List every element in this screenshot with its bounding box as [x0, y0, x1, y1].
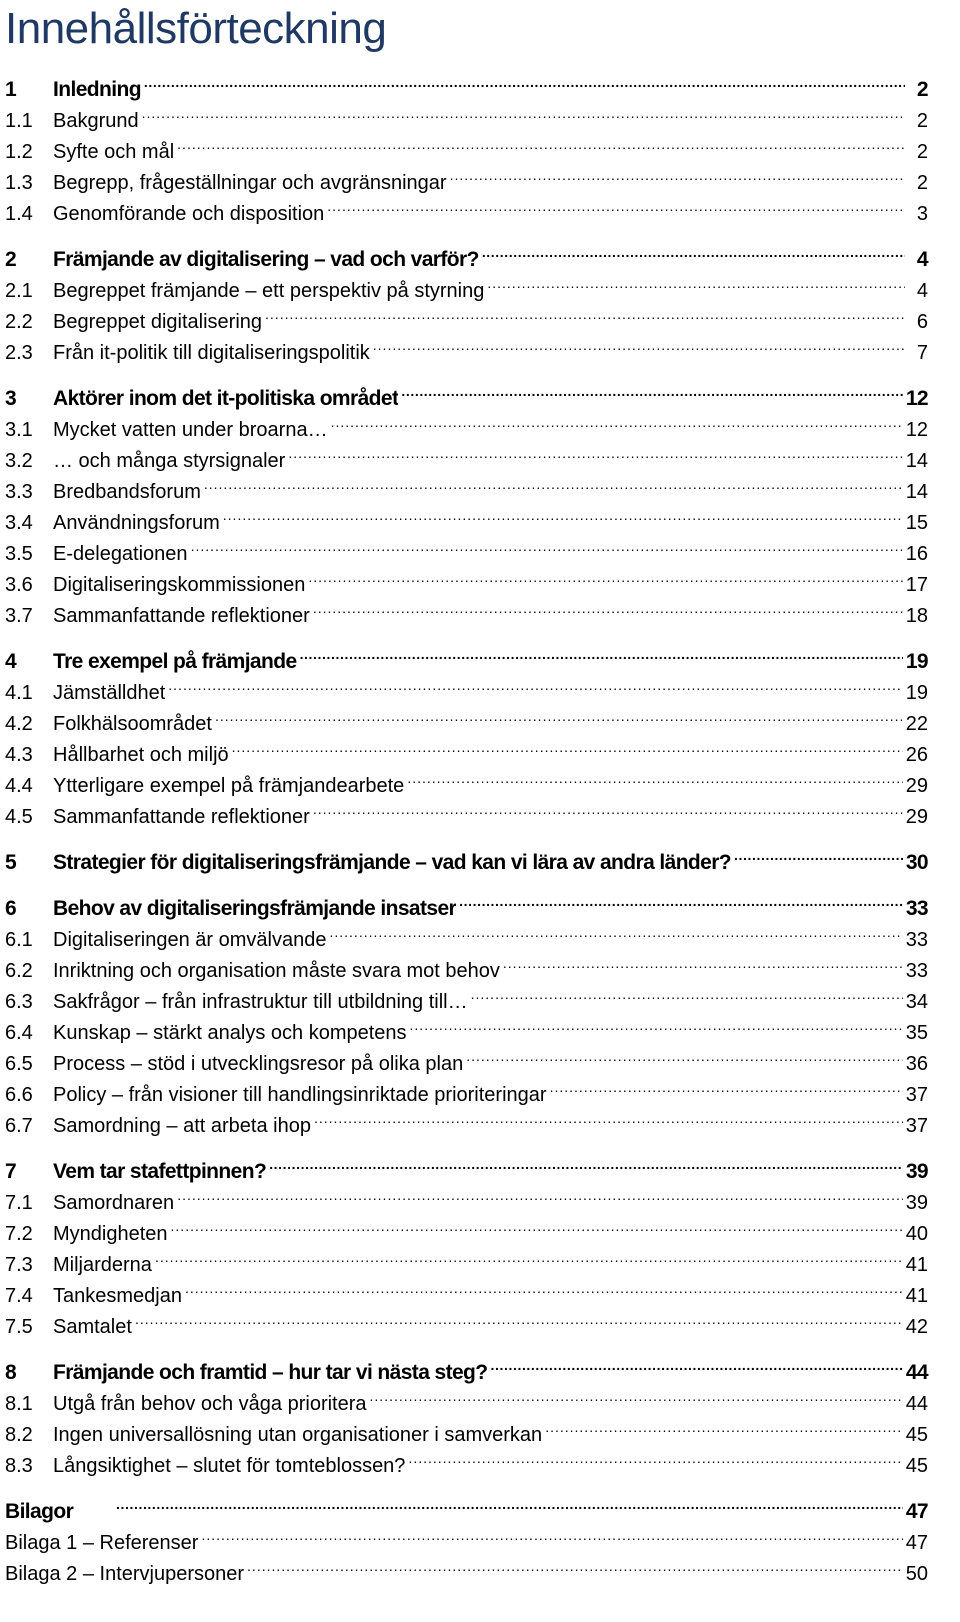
toc-section-entry[interactable]	[5, 276, 928, 307]
toc-entry-number: 5	[5, 851, 17, 874]
toc-section-entry[interactable]	[5, 1281, 928, 1312]
toc-page-number: 26	[905, 744, 928, 766]
toc-page-number: 2	[916, 110, 928, 132]
toc-page-number: 12	[905, 419, 928, 441]
toc-chapter-entry[interactable]	[5, 1496, 928, 1528]
toc-entry-number: 8	[5, 1361, 17, 1384]
toc-section-entry[interactable]	[5, 1049, 928, 1080]
toc-entry-number: 2.1	[5, 280, 33, 302]
toc-section-entry[interactable]	[5, 570, 928, 601]
toc-page-number: 22	[905, 713, 928, 735]
toc-entry-number: 6.1	[5, 929, 33, 951]
toc-page-number: 36	[905, 1053, 928, 1075]
toc-section-entry[interactable]	[5, 1420, 928, 1451]
toc-section-entry[interactable]	[5, 508, 928, 539]
toc-page-number: 45	[905, 1424, 928, 1446]
toc-section-entry[interactable]	[5, 1018, 928, 1049]
toc-dot-leader	[401, 384, 902, 405]
toc-dot-leader	[408, 1452, 902, 1472]
toc-entry-label: Begreppet främjande – ett perspektiv på styrning	[53, 280, 485, 302]
toc-entry-label: Bilagor	[5, 1500, 74, 1523]
toc-entry-label: Hållbarhet och miljö	[53, 744, 229, 766]
toc-entry-number: 7.1	[5, 1192, 33, 1214]
toc-entry-label: Främjande av digitalisering – vad och varför?	[53, 248, 479, 271]
toc-entry-label: Begrepp, frågeställningar och avgränsningar	[53, 172, 447, 194]
toc-page-number: 42	[905, 1316, 928, 1338]
toc-page-number: 35	[905, 1022, 928, 1044]
toc-entry-label: Vem tar stafettpinnen?	[53, 1160, 267, 1183]
toc-chapter-entry[interactable]	[5, 893, 928, 925]
toc-dot-leader	[450, 169, 905, 189]
toc-page-number: 2	[916, 78, 928, 101]
toc-dot-leader	[491, 1358, 903, 1379]
toc-dot-leader	[171, 1220, 903, 1240]
toc-page-number: 15	[905, 512, 928, 534]
toc-page-number: 44	[905, 1393, 928, 1415]
toc-page-number: 33	[905, 929, 928, 951]
toc-page-number: 33	[905, 960, 928, 982]
toc-entry-label: Samordning – att arbeta ihop	[53, 1115, 311, 1137]
toc-entry-number: 7.4	[5, 1285, 33, 1307]
toc-chapter-entry[interactable]	[5, 383, 928, 415]
toc-entry-label: Ytterligare exempel på främjandearbete	[53, 775, 405, 797]
toc-entry-label: Utgå från behov och våga prioritera	[53, 1393, 367, 1415]
toc-entry-label: Digitaliseringen är omvälvande	[53, 929, 327, 951]
toc-entry-number: 7.5	[5, 1316, 33, 1338]
toc-dot-leader	[168, 679, 902, 699]
toc-chapter-entry[interactable]	[5, 244, 928, 276]
toc-entry-label: Sammanfattande reflektioner	[53, 605, 310, 627]
toc-section-entry[interactable]	[5, 168, 928, 199]
toc-page-number: 7	[916, 342, 928, 364]
toc-dot-leader	[201, 1529, 902, 1549]
toc-page-number: 17	[905, 574, 928, 596]
toc-entry-number: 4.1	[5, 682, 33, 704]
toc-entry-label: Syfte och mål	[53, 141, 175, 163]
toc-entry-label: Kunskap – stärkt analys och kompetens	[53, 1022, 407, 1044]
toc-page-number: 41	[905, 1254, 928, 1276]
toc-section-entry[interactable]	[5, 1111, 928, 1142]
toc-page-number: 29	[905, 806, 928, 828]
toc-entry-label: Digitaliseringskommissionen	[53, 574, 306, 596]
toc-dot-leader	[471, 988, 903, 1008]
toc-dot-leader	[269, 1157, 903, 1178]
toc-page-number: 14	[905, 481, 928, 503]
toc-section-entry[interactable]	[5, 446, 928, 477]
toc-entry-number: 4.4	[5, 775, 33, 797]
toc-page-number: 16	[905, 543, 928, 565]
toc-entry-number: 6.3	[5, 991, 33, 1013]
toc-entry-label: E-delegationen	[53, 543, 188, 565]
toc-section-entry[interactable]	[5, 709, 928, 740]
toc-entry-label: Från it-politik till digitaliseringspolitik	[53, 342, 370, 364]
toc-entry-number: 3.7	[5, 605, 33, 627]
document-page	[5, 0, 928, 1590]
toc-dot-leader	[482, 245, 905, 266]
toc-entry-number: 3.1	[5, 419, 33, 441]
toc-dot-leader	[734, 848, 903, 869]
toc-dot-leader	[466, 1050, 903, 1070]
toc-entry-label: … och många styrsignaler	[53, 450, 286, 472]
toc-page-number: 14	[905, 450, 928, 472]
toc-dot-leader	[247, 1560, 903, 1580]
toc-section-entry[interactable]	[5, 1451, 928, 1482]
toc-chapter-entry[interactable]	[5, 74, 928, 106]
toc-entry-number: 1.2	[5, 141, 33, 163]
toc-entry-number: 8.1	[5, 1393, 33, 1415]
toc-entry-number: 1	[5, 78, 17, 101]
toc-dot-leader	[308, 571, 902, 591]
toc-page-number: 6	[916, 311, 928, 333]
toc-entry-number: 2.3	[5, 342, 33, 364]
toc-chapter-entry[interactable]	[5, 1156, 928, 1188]
toc-page-number: 2	[916, 172, 928, 194]
toc-section-entry[interactable]	[5, 137, 928, 168]
page-title: Innehållsförteckning	[5, 4, 387, 53]
toc-entry-number: 7.3	[5, 1254, 33, 1276]
toc-section-entry[interactable]	[5, 307, 928, 338]
toc-page-number: 37	[905, 1115, 928, 1137]
toc-entry-number: 4.3	[5, 744, 33, 766]
toc-dot-leader	[370, 1390, 903, 1410]
toc-entry-label: Folkhälsoområdet	[53, 713, 212, 735]
toc-section-entry[interactable]	[5, 1528, 928, 1559]
toc-entry-label: Användningsforum	[53, 512, 220, 534]
toc-entry-label: Samtalet	[53, 1316, 132, 1338]
toc-dot-leader	[327, 200, 905, 220]
toc-entry-number: 1.4	[5, 203, 33, 225]
toc-entry-label: Samordnaren	[53, 1192, 175, 1214]
toc-page-number: 2	[916, 141, 928, 163]
toc-entry-label: Sammanfattande reflektioner	[53, 806, 310, 828]
toc-entry-number: 4	[5, 650, 17, 673]
toc-chapter-entry[interactable]	[5, 847, 928, 879]
toc-section-entry[interactable]	[5, 1250, 928, 1281]
toc-chapter-entry[interactable]	[5, 646, 928, 678]
toc-dot-leader	[545, 1421, 903, 1441]
toc-page-number: 19	[905, 650, 928, 673]
toc-dot-leader	[407, 772, 902, 792]
toc-section-entry[interactable]	[5, 802, 928, 833]
toc-page-number: 4	[916, 280, 928, 302]
toc-dot-leader	[155, 1251, 903, 1271]
toc-entry-number: 6	[5, 897, 17, 920]
toc-entry-label: Främjande och framtid – hur tar vi nästa steg?	[53, 1361, 488, 1384]
toc-page-number: 18	[905, 605, 928, 627]
toc-entry-label: Miljarderna	[53, 1254, 152, 1276]
toc-entry-number: 7	[5, 1160, 17, 1183]
toc-section-entry[interactable]	[5, 925, 928, 956]
toc-dot-leader	[503, 957, 903, 977]
toc-section-entry[interactable]	[5, 956, 928, 987]
toc-page-number: 39	[905, 1192, 928, 1214]
toc-entry-number: 3.6	[5, 574, 33, 596]
toc-dot-leader	[191, 540, 903, 560]
toc-section-entry[interactable]	[5, 1219, 928, 1250]
toc-section-entry[interactable]	[5, 338, 928, 369]
toc-dot-leader	[185, 1282, 903, 1302]
toc-page-number: 34	[905, 991, 928, 1013]
toc-section-entry[interactable]	[5, 678, 928, 709]
toc-section-entry[interactable]	[5, 199, 928, 230]
toc-dot-leader	[177, 1189, 903, 1209]
toc-dot-leader	[487, 277, 905, 297]
toc-entry-number: 2.2	[5, 311, 33, 333]
toc-dot-leader	[410, 1019, 903, 1039]
toc-page-number: 29	[905, 775, 928, 797]
toc-dot-leader	[459, 894, 903, 915]
toc-entry-label: Inriktning och organisation måste svara mot behov	[53, 960, 500, 982]
toc-entry-number: 6.6	[5, 1084, 33, 1106]
toc-entry-label: Process – stöd i utvecklingsresor på olika plan	[53, 1053, 464, 1075]
toc-section-entry[interactable]	[5, 740, 928, 771]
toc-section-entry[interactable]	[5, 415, 928, 446]
toc-section-entry[interactable]	[5, 1389, 928, 1420]
toc-section-entry[interactable]	[5, 1080, 928, 1111]
toc-dot-leader	[300, 647, 903, 668]
toc-page-number: 19	[905, 682, 928, 704]
toc-dot-leader	[232, 741, 903, 761]
toc-page-number: 12	[905, 387, 928, 410]
toc-page-number: 39	[905, 1160, 928, 1183]
toc-entry-label: Myndigheten	[53, 1223, 168, 1245]
toc-entry-label: Mycket vatten under broarna…	[53, 419, 328, 441]
toc-section-entry[interactable]	[5, 477, 928, 508]
toc-entry-number: 2	[5, 248, 17, 271]
toc-section-entry[interactable]	[5, 1312, 928, 1343]
toc-entry-number: 3	[5, 387, 17, 410]
toc-entry-number: 1.3	[5, 172, 33, 194]
toc-dot-leader	[314, 1112, 903, 1132]
toc-dot-leader	[331, 416, 903, 436]
toc-page-number: 45	[905, 1455, 928, 1477]
toc-entry-number: 6.2	[5, 960, 33, 982]
toc-dot-leader	[223, 509, 903, 529]
toc-entry-label: Genomförande och disposition	[53, 203, 325, 225]
toc-list	[5, 74, 928, 1590]
toc-page-number: 44	[905, 1361, 928, 1384]
toc-entry-number: 7.2	[5, 1223, 33, 1245]
toc-entry-label: Tre exempel på främjande	[53, 650, 297, 673]
toc-entry-number: 4.2	[5, 713, 33, 735]
toc-entry-number: 8.2	[5, 1424, 33, 1446]
toc-section-entry[interactable]	[5, 601, 928, 632]
toc-entry-label: Strategier för digitaliseringsfrämjande – vad kan vi lära av andra länder?	[53, 851, 732, 874]
toc-page-number: 30	[905, 851, 928, 874]
toc-entry-number: 6.5	[5, 1053, 33, 1075]
toc-entry-label: Ingen universallösning utan organisationer i samverkan	[53, 1424, 543, 1446]
toc-entry-label: Bilaga 1 – Referenser	[5, 1532, 199, 1554]
toc-entry-number: 3.5	[5, 543, 33, 565]
toc-dot-leader	[288, 447, 902, 467]
toc-page-number: 3	[916, 203, 928, 225]
toc-section-entry[interactable]	[5, 1188, 928, 1219]
toc-chapter-entry[interactable]	[5, 1357, 928, 1389]
toc-page-number: 47	[905, 1500, 928, 1523]
toc-entry-number: 8.3	[5, 1455, 33, 1477]
toc-entry-label: Aktörer inom det it-politiska området	[53, 387, 399, 410]
toc-entry-label: Bredbandsforum	[53, 481, 201, 503]
toc-dot-leader	[204, 478, 903, 498]
toc-dot-leader	[265, 308, 905, 328]
toc-dot-leader	[313, 602, 903, 622]
toc-dot-leader	[177, 138, 905, 158]
toc-entry-number: 4.5	[5, 806, 33, 828]
toc-dot-leader	[550, 1081, 903, 1101]
toc-dot-leader	[116, 1497, 903, 1518]
toc-page-number: 33	[905, 897, 928, 920]
toc-section-entry[interactable]	[5, 539, 928, 570]
toc-dot-leader	[142, 107, 905, 127]
toc-dot-leader	[373, 339, 905, 359]
toc-entry-label: Jämställdhet	[53, 682, 166, 704]
toc-entry-number: 6.7	[5, 1115, 33, 1137]
toc-entry-label: Begreppet digitalisering	[53, 311, 263, 333]
toc-dot-leader	[215, 710, 903, 730]
toc-entry-number: 6.4	[5, 1022, 33, 1044]
toc-entry-label: Tankesmedjan	[53, 1285, 182, 1307]
toc-entry-number: 3.2	[5, 450, 33, 472]
toc-page-number: 37	[905, 1084, 928, 1106]
toc-entry-label: Långsiktighet – slutet för tomteblossen?	[53, 1455, 406, 1477]
toc-entry-number: 1.1	[5, 110, 33, 132]
toc-page-number: 4	[916, 248, 928, 271]
toc-section-entry[interactable]	[5, 987, 928, 1018]
toc-entry-label: Sakfrågor – från infrastruktur till utbildning till…	[53, 991, 468, 1013]
toc-entry-label: Inledning	[53, 78, 141, 101]
toc-dot-leader	[329, 926, 902, 946]
toc-entry-label: Behov av digitaliseringsfrämjande insatser	[53, 897, 457, 920]
toc-page-number: 40	[905, 1223, 928, 1245]
toc-entry-number: 3.3	[5, 481, 33, 503]
toc-section-entry[interactable]	[5, 106, 928, 137]
toc-entry-number: 3.4	[5, 512, 33, 534]
toc-entry-label: Policy – från visioner till handlingsinriktade prioriteringar	[53, 1084, 547, 1106]
toc-page-number: 47	[905, 1532, 928, 1554]
toc-entry-label: Bilaga 2 – Intervjupersoner	[5, 1563, 245, 1585]
toc-section-entry[interactable]	[5, 1559, 928, 1590]
toc-page-number: 41	[905, 1285, 928, 1307]
toc-page-number: 50	[905, 1563, 928, 1585]
toc-dot-leader	[135, 1313, 903, 1333]
toc-dot-leader	[144, 75, 905, 96]
toc-dot-leader	[313, 803, 903, 823]
toc-entry-label: Bakgrund	[53, 110, 139, 132]
toc-section-entry[interactable]	[5, 771, 928, 802]
